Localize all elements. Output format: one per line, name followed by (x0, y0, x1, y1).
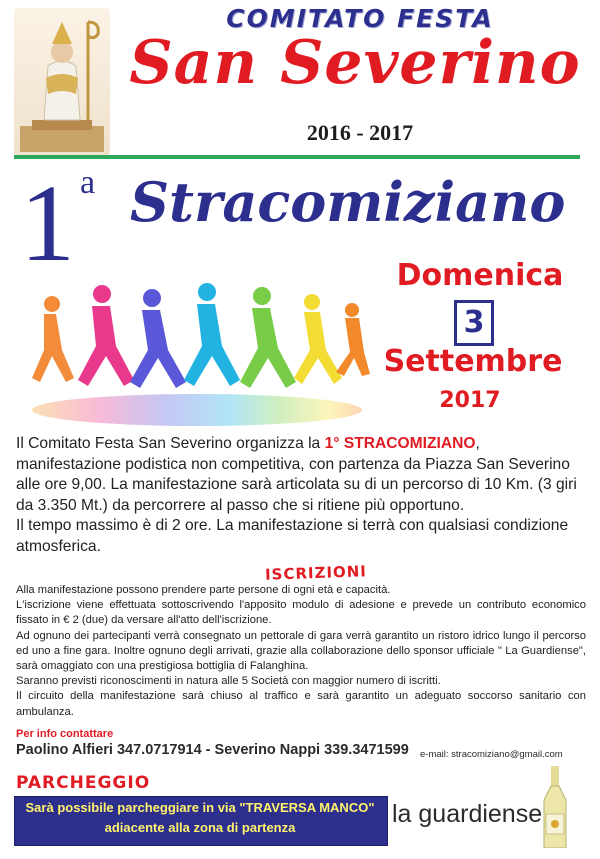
contacts-label: Per info contattare (16, 728, 114, 740)
runner-2-icon (78, 285, 134, 386)
sponsor-logo: la guardiense (392, 800, 543, 828)
iscrizioni-paragraph: Ad ognuno dei partecipanti verrà consegnato un pettorale di gara verrà garantito un ristoro idrico lungo il percorso ed uno a fine gara. Inoltre ognuno degli arrivati, grazie alla collaborazione dello sponsor ufficiale " La Guardiense", sarà omaggiato con una prestigiosa bottiglia di Falanghina. (16, 629, 586, 673)
edition-ordinal: a (80, 164, 96, 201)
iscrizioni-paragraph: L'iscrizione viene effettuata sottoscrivendo l'apposito modulo di adesione e prevede un contributo economico fissato in € 2 (due) da versare all'atto dell'iscrizione. (16, 599, 586, 627)
iscrizioni-body (16, 583, 586, 720)
parking-title: PARCHEGGIO (16, 773, 151, 793)
edition-number: 1 (20, 162, 75, 284)
event-title: Stracomiziano (130, 170, 566, 234)
event-month: Settembre (383, 344, 563, 379)
contacts-phones: Paolino Alfieri 347.0717914 - Severino Nappi 339.3471599 (16, 742, 409, 758)
committee-title: COMITATO FESTA (226, 4, 494, 33)
intro-highlight: 1° STRACOMIZIANO (324, 435, 476, 452)
runner-1-icon (32, 296, 74, 382)
years-label: 2016 - 2017 (306, 120, 414, 145)
intro-text (16, 434, 586, 557)
iscrizioni-title: ISCRIZIONI (264, 562, 368, 584)
iscrizioni-paragraph: Alla manifestazione possono prendere parte persone di ogni età e capacità. (16, 584, 391, 596)
runner-4-icon (184, 283, 240, 386)
header-divider (14, 155, 580, 159)
intro-before: Il Comitato Festa San Severino organizza la (16, 435, 325, 452)
wine-bottle-icon (540, 766, 570, 848)
iscrizioni-paragraph: Saranno previsti riconoscimenti in natura alle 5 Società con maggior numero di iscritti. (16, 675, 441, 688)
event-year: 2017 (439, 388, 501, 413)
saint-statue-image (14, 8, 110, 156)
intro-line2: Il tempo massimo è di 2 ore. La manifestazione si terrà con qualsiasi condizione atmosferica. (16, 517, 569, 555)
contact-email: e-mail: stracomiziano@gmail.com (420, 749, 563, 760)
runners-illustration (22, 270, 372, 430)
runner-3-icon (130, 289, 186, 388)
saint-name-title: San Severino (129, 28, 581, 98)
runner-5-icon (240, 287, 296, 388)
event-weekday: Domenica (396, 258, 564, 293)
event-day: 3 (454, 300, 494, 346)
runner-6-icon (294, 294, 342, 384)
saint-figure-icon (14, 8, 110, 156)
intro-after: , manifestazione podistica non competitiva, con partenza da Piazza San Severino alle ore 9,00. La manifestazione sarà articolata su di un percorso di 10 Km. (3 giri da 3.350 Mt.) da percorrere al passo che si ritiene più opportuno. (16, 435, 577, 514)
runner-7-icon (336, 303, 370, 376)
iscrizioni-paragraph: Il circuito della manifestazione sarà chiuso al traffico e sarà garantito un adeguato soccorso sanitario con ambulanza. (16, 690, 586, 718)
parking-line-1: Sarà possibile parcheggiare in via "TRAVERSA MANCO" (25, 800, 375, 815)
parking-line-2: adiacente alla zona di partenza (104, 820, 296, 835)
